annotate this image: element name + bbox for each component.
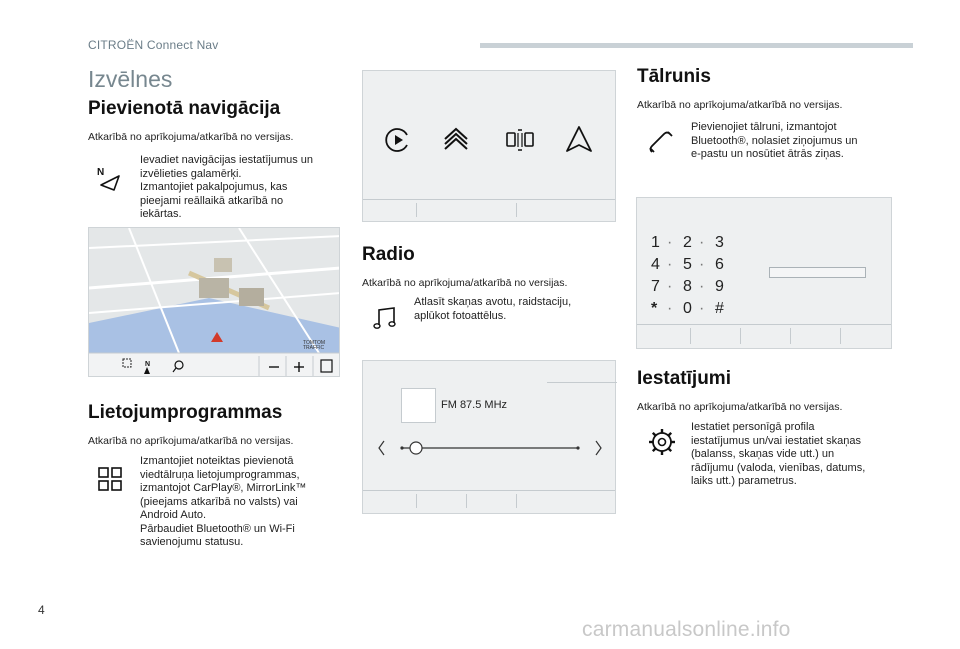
keypad-row — [651, 300, 761, 322]
play-icon — [385, 127, 411, 158]
tuner-slider[interactable] — [378, 437, 603, 464]
radio-frequency: FM 87.5 MHz — [441, 399, 508, 411]
phone-screen — [636, 197, 892, 349]
key-2[interactable]: 2 — [683, 234, 692, 251]
key-6[interactable]: 6 — [715, 256, 724, 273]
radio-screen — [362, 360, 616, 514]
key-4[interactable]: 4 — [651, 256, 660, 273]
traffic-label-2: TRAFFIC — [303, 345, 325, 351]
settings-availability: Atkarībā no aprīkojuma/atkarībā no versijas. — [637, 401, 843, 413]
gear-icon — [648, 428, 676, 456]
mirrorlink-icon — [505, 127, 535, 158]
radio-availability: Atkarībā no aprīkojuma/atkarībā no versijas. — [362, 277, 568, 289]
map-image — [89, 228, 340, 377]
apps-title: Lietojumprogrammas — [88, 402, 283, 423]
keypad-dot: · — [667, 234, 673, 251]
settings-description: Iestatiet personīgā profila iestatījumus un/vai iestatiet skaņas (balanss, skaņas vide utt.) un rādījumu (valoda, vienības, datums, laiks utt.) parametrus. — [691, 421, 866, 487]
keypad-row — [651, 256, 761, 278]
navigation-availability: Atkarībā no aprīkojuma/atkarībā no versijas. — [88, 131, 294, 143]
navigation-icon — [96, 165, 122, 191]
key-star[interactable]: * — [651, 300, 658, 317]
navigation-description: Ievadiet navigācijas iestatījumus un izvēlieties galamērķi. Izmantojiet pakalpojumus, kas pieejami reāllaikā atkarībā no iekārtas. — [140, 154, 314, 220]
settings-title: Iestatījumi — [637, 368, 731, 389]
keypad-dot: · — [699, 256, 705, 273]
key-0[interactable]: 0 — [683, 300, 692, 317]
apps-description: Izmantojiet noteiktas pievienotā viedtālruņa lietojumprogrammas, izmantojot CarPlay®, MirrorLink™ (pieejams atkarībā no valsts) vai Android Auto. Pārbaudiet Bluetooth® un Wi-Fi savienojumu statusu. — [140, 455, 307, 548]
keypad-dot: · — [667, 278, 673, 295]
dial-number-field[interactable] — [769, 267, 866, 278]
watermark: carmanualsonline.info — [582, 618, 791, 641]
key-8[interactable]: 8 — [683, 278, 692, 295]
key-1[interactable]: 1 — [651, 234, 660, 251]
navigation-title: Pievienotā navigācija — [88, 98, 281, 119]
header-bar — [480, 43, 913, 48]
apps-availability: Atkarībā no aprīkojuma/atkarībā no versijas. — [88, 435, 294, 447]
apps-screen — [362, 70, 616, 222]
svg-text:N: N — [97, 167, 105, 178]
key-7[interactable]: 7 — [651, 278, 660, 295]
keypad-dot: · — [667, 300, 673, 317]
navigation-map-screen — [88, 227, 340, 377]
keypad-dot: · — [699, 234, 705, 251]
phone-title: Tālrunis — [637, 66, 711, 87]
phone-handset-icon — [648, 130, 674, 156]
carplay-icon — [441, 127, 471, 158]
key-hash[interactable]: # — [715, 300, 724, 317]
radio-title: Radio — [362, 244, 415, 265]
keypad-row — [651, 278, 761, 300]
key-5[interactable]: 5 — [683, 256, 692, 273]
keypad-dot: · — [699, 300, 705, 317]
page-number: 4 — [38, 603, 45, 617]
svg-text:N: N — [145, 361, 151, 368]
keypad-dot: · — [699, 278, 705, 295]
key-9[interactable]: 9 — [715, 278, 724, 295]
traffic-label-1: TOMTOM — [303, 340, 326, 346]
phone-description: Pievienojiet tālruni, izmantojot Bluetooth®, nolasiet ziņojumus un e-pastu un nosūtiet ātrās ziņas. — [691, 121, 858, 160]
music-note-icon — [372, 305, 398, 331]
radio-description: Atlasīt skaņas avotu, raidstaciju, aplūkot fotoattēlus. — [414, 296, 572, 322]
phone-keypad[interactable] — [651, 234, 761, 322]
apps-grid-icon — [98, 467, 122, 491]
keypad-dot: · — [667, 256, 673, 273]
key-3[interactable]: 3 — [715, 234, 724, 251]
phone-availability: Atkarībā no aprīkojuma/atkarībā no versijas. — [637, 99, 843, 111]
header-brand: CITROËN Connect Nav — [88, 38, 219, 52]
page-title: Izvēlnes — [88, 66, 173, 92]
station-logo-placeholder — [401, 388, 436, 423]
keypad-row — [651, 234, 761, 256]
android-auto-icon — [565, 125, 593, 158]
